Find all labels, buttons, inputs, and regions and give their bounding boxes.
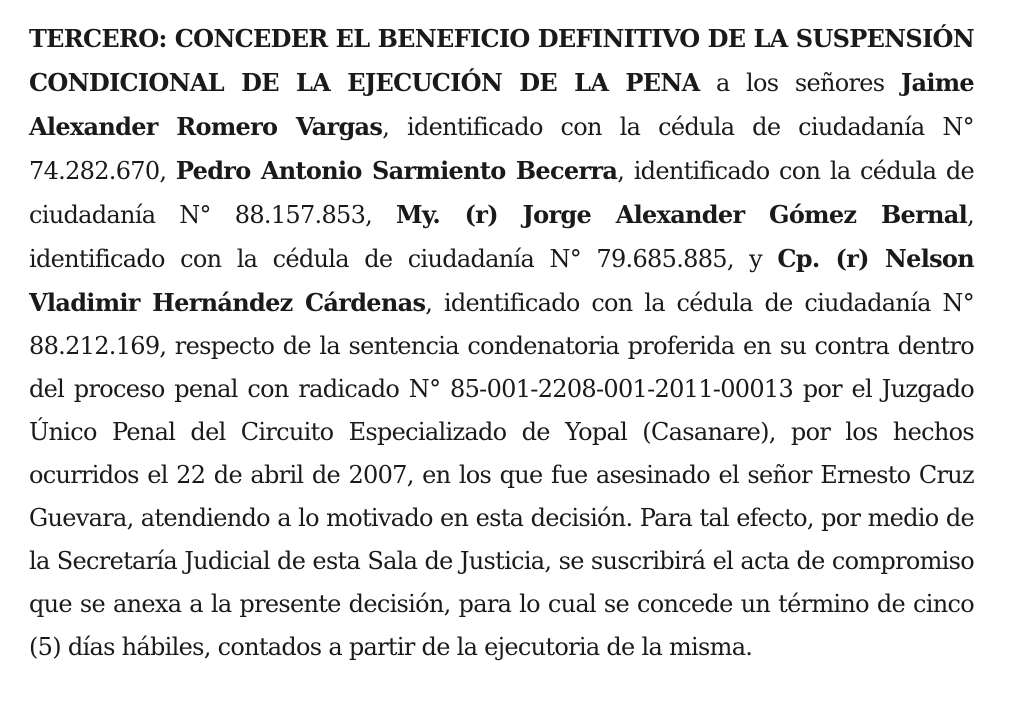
text-segment: , identificado con la cédula de ciudadanía N° 88.212.169, respecto de la sentencia condenatoria proferida en su contra dentro del proceso penal con radicado N° 85-001-2208-001-2011-00013 por el Juzgado Único Penal del Circuito Especializado de Yopal (Casanare), por los hechos ocurridos el 22 de abril de 2007, en los que fue asesinado el señor Ernesto Cruz Guevara, atendiendo a lo motivado en esta decisión. Para tal efecto, por medio de la Secretaría Judicial de esta Sala de Justicia, se suscribirá el acta de compromiso que se anexa a la presente decisión, para lo cual se concede un término de cinco (5) días hábiles, contados a partir de la ejecutoria de la misma. <box>29 289 974 661</box>
text-segment: a los señores <box>699 69 901 97</box>
person-name: Cp. (r) Nelson Vladimir Hernández Cárdenas <box>29 244 974 317</box>
resolution-paragraph <box>29 17 974 669</box>
person-name: My. (r) Jorge Alexander Gómez Bernal <box>396 200 968 229</box>
text-segment: , identificado con la cédula de ciudadanía N° 74.282.670, <box>29 113 974 185</box>
text-segment: , identificado con la cédula de ciudadanía N° 79.685.885, y <box>29 201 975 273</box>
text-segment: , identificado con la cédula de ciudadanía N° 88.157.853, <box>29 157 974 229</box>
resolution-heading: TERCERO: CONCEDER EL BENEFICIO DEFINITIVO DE LA SUSPENSIÓN CONDICIONAL DE LA EJECUCIÓN DE LA PENA <box>29 24 974 97</box>
person-name: Pedro Antonio Sarmiento Becerra <box>175 156 618 185</box>
person-name: Jaime Alexander Romero Vargas <box>29 68 975 141</box>
